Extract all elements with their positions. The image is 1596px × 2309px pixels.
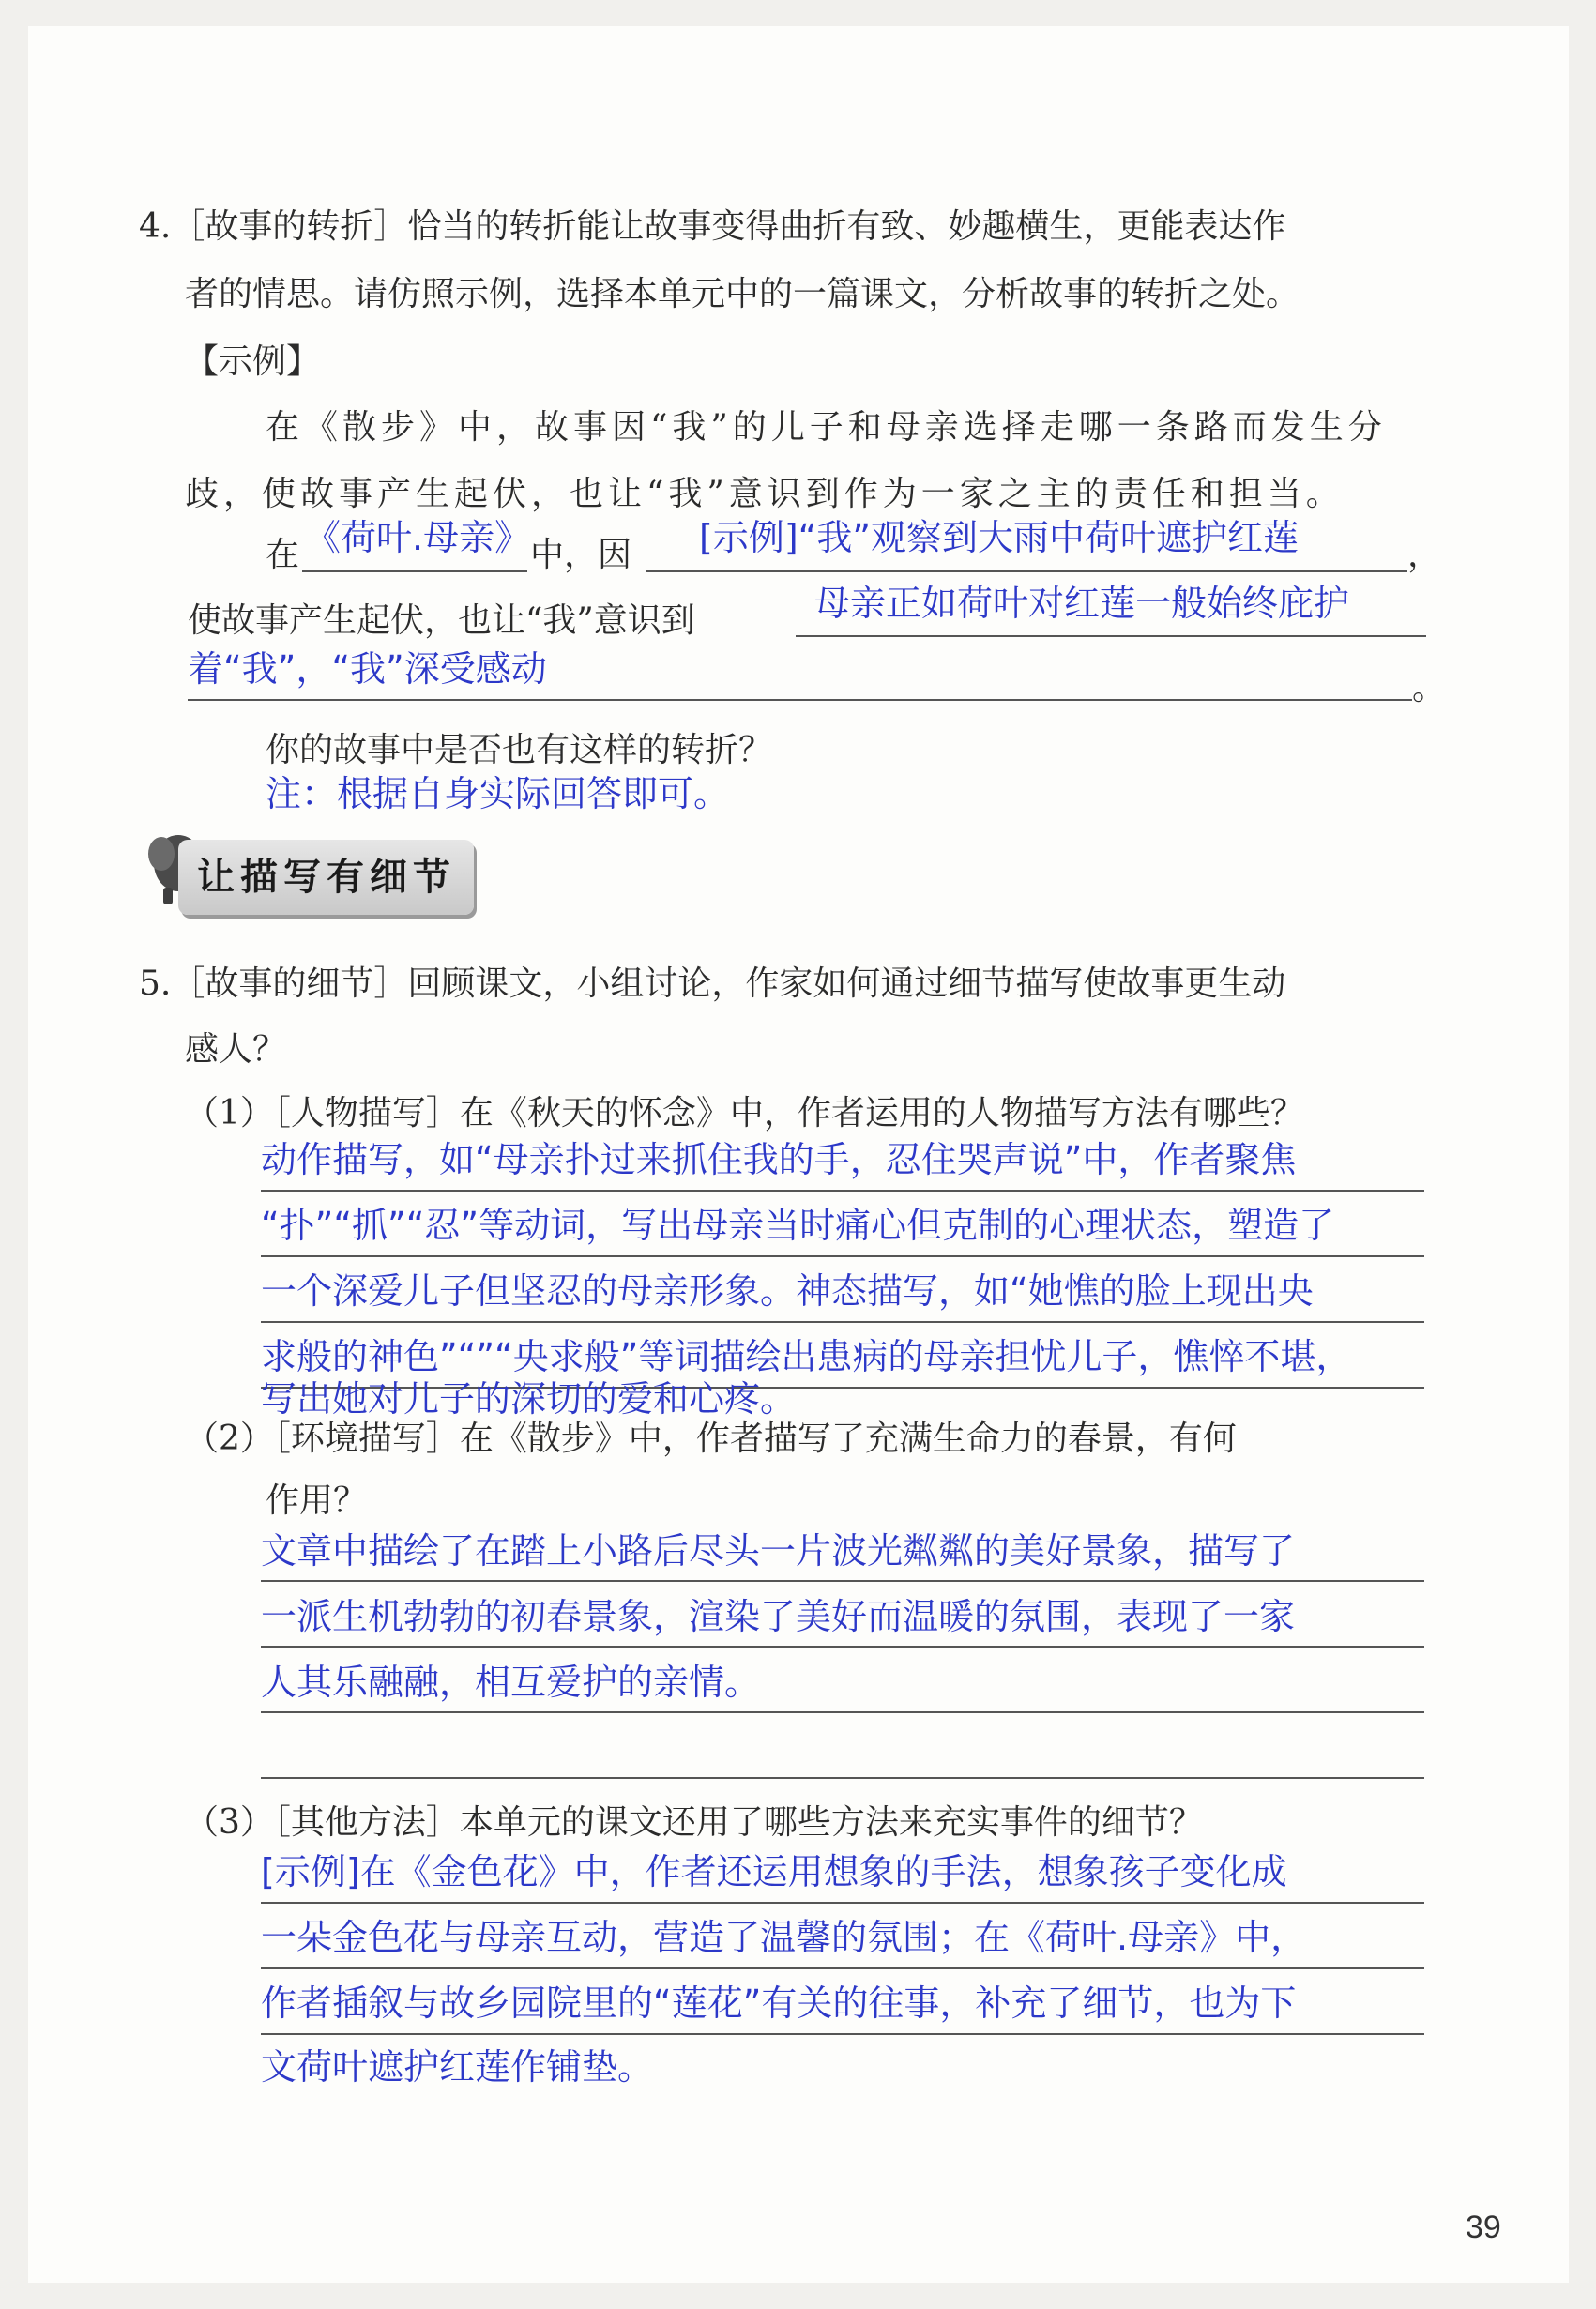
blank-line bbox=[261, 1321, 1424, 1323]
blank-line bbox=[188, 699, 1412, 701]
blank-line bbox=[261, 1255, 1424, 1257]
q5-sub3-question: （3）［其他方法］本单元的课文还用了哪些方法来充实事件的细节？ bbox=[185, 1803, 1203, 1842]
answer-fill-realize2: 着“我”，“我”深受感动 bbox=[188, 648, 547, 690]
answer-sub1-line: 一个深爱儿子但坚忍的母亲形象。神态描写，如“她憔的脸上现出央 bbox=[261, 1270, 1314, 1312]
blank-line bbox=[302, 570, 527, 572]
fill-prefix2: 使故事产生起伏，也让“我”意识到 bbox=[188, 601, 695, 640]
blank-line bbox=[261, 2033, 1424, 2035]
answer-sub2-line: 文章中描绘了在踏上小路后尽头一片波光粼粼的美好景象，描写了 bbox=[261, 1530, 1296, 1572]
answer-sub2-line: 一派生机勃勃的初春景象，渲染了美好而温暖的氛围，表现了一家 bbox=[261, 1596, 1296, 1637]
answer-sub1-line: “扑”“抓”“忍”等动词，写出母亲当时痛心但克制的心理状态，塑造了 bbox=[261, 1205, 1335, 1246]
answer-sub3-line: [示例]在《金色花》中，作者还运用想象的手法，想象孩子变化成 bbox=[261, 1851, 1287, 1892]
blank-line bbox=[261, 1190, 1424, 1192]
fill-zai: 在 bbox=[266, 536, 300, 574]
answer-sub3-line: 文荷叶遮护红莲作铺垫。 bbox=[261, 2046, 654, 2088]
blank-line bbox=[261, 1646, 1424, 1648]
q4-example-line2: 歧，使故事产生起伏，也让“我”意识到作为一家之主的责任和担当。 bbox=[185, 475, 1345, 513]
q4-line1: 4.［故事的转折］恰当的转折能让故事变得曲折有致、妙趣横生，更能表达作 bbox=[139, 207, 1286, 246]
section-banner-title: 让描写有细节 bbox=[197, 856, 456, 899]
q5-sub2-question-line2: 作用？ bbox=[266, 1481, 368, 1520]
answer-fill-reason: [示例]“我”观察到大雨中荷叶遮护红莲 bbox=[699, 517, 1300, 558]
answer-sub2-line: 人其乐融融，相互爱护的亲情。 bbox=[261, 1662, 761, 1703]
blank-line bbox=[261, 1902, 1424, 1904]
blank-line bbox=[646, 570, 1407, 572]
page-number: 39 bbox=[1466, 2210, 1501, 2245]
q4-example-line1: 在《散步》中，故事因“我”的儿子和母亲选择走哪一条路而发生分 bbox=[266, 408, 1387, 447]
own-story-question: 你的故事中是否也有这样的转折？ bbox=[266, 731, 773, 769]
blank-line bbox=[261, 1777, 1424, 1779]
blank-line bbox=[261, 1580, 1424, 1582]
q4-example-tag: 【示例】 bbox=[185, 342, 321, 381]
answer-fill-title: 《荷叶.母亲》 bbox=[305, 517, 531, 558]
answer-sub1-line: 求般的神色”“”“央求般”等词描绘出患病的母亲担忧儿子，憔悴不堪， bbox=[261, 1336, 1352, 1377]
period: 。 bbox=[1412, 669, 1447, 707]
q5-line2: 感人？ bbox=[185, 1030, 287, 1069]
comma: ， bbox=[1407, 536, 1442, 574]
blank-line bbox=[261, 1711, 1424, 1713]
answer-sub3-line: 一朵金色花与母亲互动，营造了温馨的氛围；在《荷叶.母亲》中， bbox=[261, 1917, 1307, 1958]
q4-line2: 者的情思。请仿照示例，选择本单元中的一篇课文，分析故事的转折之处。 bbox=[185, 275, 1300, 313]
answer-fill-realize1: 母亲正如荷叶对红莲一般始终庇护 bbox=[814, 583, 1350, 624]
answer-sub3-line: 作者插叙与故乡园院里的“莲花”有关的往事，补充了细节，也为下 bbox=[261, 1982, 1297, 2024]
answer-own-story-note: 注：根据自身实际回答即可。 bbox=[266, 773, 730, 814]
answer-sub1-line: 动作描写，如“母亲扑过来抓住我的手，忍住哭声说”中，作者聚焦 bbox=[261, 1139, 1297, 1180]
answer-sub1-line: 写出她对儿子的深切的爱和心疼。 bbox=[261, 1378, 797, 1420]
fill-zhongyin: 中，因 bbox=[530, 536, 632, 574]
q5-sub2-question-line1: （2）［环境描写］在《散步》中，作者描写了充满生命力的春景，有何 bbox=[185, 1420, 1237, 1458]
q5-line1: 5.［故事的细节］回顾课文，小组讨论，作家如何通过细节描写使故事更生动 bbox=[139, 965, 1286, 1003]
blank-line bbox=[261, 1967, 1424, 1969]
blank-line bbox=[796, 635, 1426, 637]
q5-sub1-question: （1）［人物描写］在《秋天的怀念》中，作者运用的人物描写方法有哪些？ bbox=[185, 1094, 1304, 1132]
